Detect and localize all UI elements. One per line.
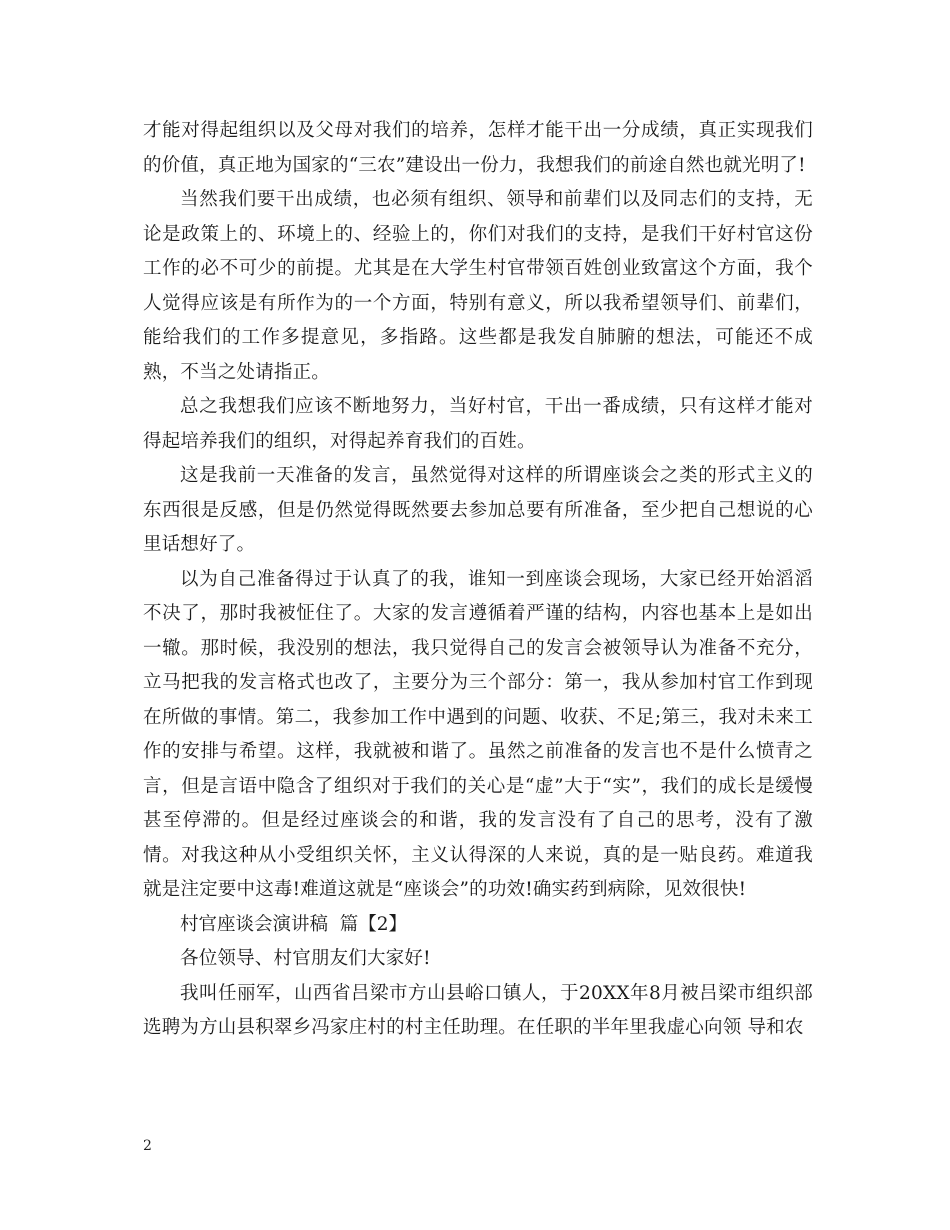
page-number: 2 — [143, 1138, 152, 1154]
section-heading: 村官座谈会演讲稿 篇【2】 — [180, 913, 408, 935]
paragraph: 才能对得起组织以及父母对我们的培养，怎样才能干出一分成绩，真正实现我们的价值，真正地为国家的“三农”建设出一份力，我想我们的前途自然也就光明了! — [143, 120, 813, 176]
paragraph: 各位领导、村官朋友们大家好! — [180, 948, 431, 969]
paragraph: 总之我想我们应该不断地努力，当好村官，干出一番成绩，只有这样才能对得起培养我们的组织，对得起养育我们的百姓。 — [143, 396, 813, 452]
paragraph: 这是我前一天准备的发言，虽然觉得对这样的所谓座谈会之类的形式主义的东西很是反感，但是仍然觉得既然要去参加总要有所准备，至少把自己想说的心里话想好了。 — [143, 465, 813, 555]
paragraph: 当然我们要干出成绩，也必须有组织、领导和前辈们以及同志们的支持，无论是政策上的、环境上的、经验上的，你们对我们的支持，是我们干好村官这份工作的必不可少的前提。尤其是在大学生村官带领百姓创业致富这个方面，我个人觉得应该是有所作为的一个方面，特别有意义，所以我希望领导们、前辈们，能给我们的工作多提意见，多指路。这些都是我发自肺腑的想法，可能还不成熟，不当之处请指正。 — [143, 189, 813, 383]
paragraph: 以为自己准备得过于认真了的我，谁知一到座谈会现场，大家已经开始滔滔不决了，那时我被怔住了。大家的发言遵循着严谨的结构，内容也基本上是如出一辙。那时候，我没别的想法，我只觉得自己的发言会被领导认为准备不充分，立马把我的发言格式也改了，主要分为三个部分：第一，我从参加村官工作到现在所做的事情。第二，我参加工作中遇到的问题、收获、不足;第三，我对未来工作的安排与希望。这样，我就被和谐了。虽然之前准备的发言也不是什么愤青之言，但是言语中隐含了组织对于我们的关心是“虚”大于“实”，我们的成长是缓慢甚至停滞的。但是经过座谈会的和谐，我的发言没有了自己的思考，没有了激情。对我这种从小受组织关怀，主义认得深的人来说，真的是一贴良药。难道我就是注定要中这毒!难道这就是“座谈会”的功效!确实药到病除，见效很快! — [143, 568, 813, 900]
paragraph: 我叫任丽军，山西省吕梁市方山县峪口镇人，于20XX年8月被吕梁市组织部选聘为方山县积翠乡冯家庄村的村主任助理。在任职的半年里我虚心向领 导和农 — [143, 982, 813, 1038]
document-body — [143, 114, 813, 1046]
